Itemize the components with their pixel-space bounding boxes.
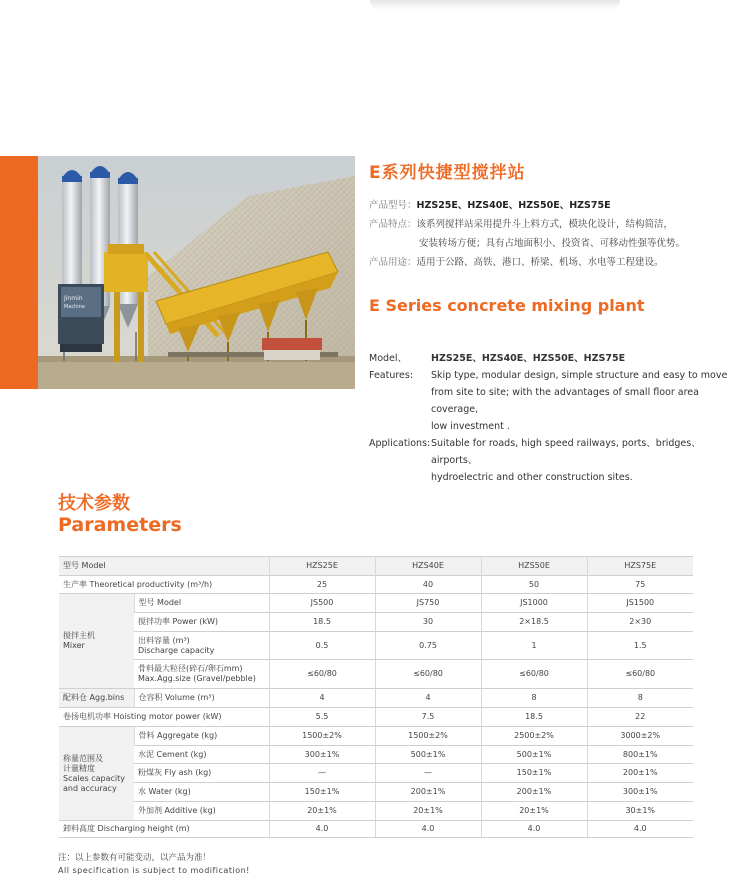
cell-fly-ash-4: 200±1% xyxy=(587,764,693,783)
cell-bins-1: 4 xyxy=(269,689,375,708)
model-label-en: Model、 xyxy=(369,353,408,364)
row-label-cement: 水泥 Cement (kg) xyxy=(134,746,269,764)
parameters-title-en: Parameters xyxy=(58,514,182,536)
row-label-water: 水 Water (kg) xyxy=(134,783,269,802)
applications-text-en-1: Suitable for roads, high speed railways, ports、bridges、airports、 xyxy=(431,438,701,466)
cell-water-2: 200±1% xyxy=(375,783,481,802)
cell-hoisting-4: 22 xyxy=(587,708,693,727)
model-row-en xyxy=(369,350,729,367)
cell-additive-4: 30±1% xyxy=(587,802,693,821)
cell-hoisting-2: 7.5 xyxy=(375,708,481,727)
group-label-scales-en-1: Scales capacity xyxy=(63,773,126,783)
table-row-bins xyxy=(59,689,693,708)
cell-bins-4: 8 xyxy=(587,689,693,708)
product-info-cn xyxy=(369,196,685,272)
plate-text-2: Machine xyxy=(64,304,85,310)
cell-mixer-power-1: 18.5 xyxy=(269,613,375,632)
features-row-cn xyxy=(369,215,685,234)
cell-discharge-capacity-3: 1 xyxy=(481,632,587,660)
discharge-capacity-cn: 出料容量 (m³) xyxy=(138,635,190,645)
row-label-bins-volume: 仓容积 Volume (m³) xyxy=(134,689,269,708)
product-info-en xyxy=(369,350,729,486)
cell-mixer-model-3: JS1000 xyxy=(481,594,587,613)
applications-row-en xyxy=(369,435,729,469)
cell-max-agg-size-3: ≤60/80 xyxy=(481,660,587,689)
cell-additive-3: 20±1% xyxy=(481,802,587,821)
product-title-cn: E系列快捷型搅拌站 xyxy=(369,163,526,183)
cell-mixer-model-2: JS750 xyxy=(375,594,481,613)
table-row-productivity xyxy=(59,576,693,594)
discharge-capacity-en: Discharge capacity xyxy=(138,645,215,655)
cell-bins-2: 4 xyxy=(375,689,481,708)
table-row-aggregate xyxy=(59,727,693,746)
row-label-discharge-capacity xyxy=(134,632,269,660)
features-label-en: Features: xyxy=(369,370,414,381)
model-values-en: HZS25E、HZS40E、HZS50E、HZS75E xyxy=(431,353,626,364)
applications-text-en-2: hydroelectric and other construction sites. xyxy=(431,472,633,483)
cell-mixer-power-4: 2×30 xyxy=(587,613,693,632)
table-row-discharge-capacity xyxy=(59,632,693,660)
table-row-discharge-height xyxy=(59,821,693,838)
max-agg-size-en: Max.Agg.size (Gravel/pebble) xyxy=(138,674,256,683)
cell-additive-1: 20±1% xyxy=(269,802,375,821)
accent-bar xyxy=(0,156,38,389)
cell-discharge-capacity-1: 0.5 xyxy=(269,632,375,660)
cell-max-agg-size-2: ≤60/80 xyxy=(375,660,481,689)
cell-discharge-height-1: 4.0 xyxy=(269,821,375,838)
table-row-mixer-power xyxy=(59,613,693,632)
cell-aggregate-3: 2500±2% xyxy=(481,727,587,746)
cell-discharge-height-4: 4.0 xyxy=(587,821,693,838)
row-label-max-agg-size xyxy=(134,660,269,689)
table-row-cement xyxy=(59,746,693,764)
features-row-en xyxy=(369,367,729,384)
table-row-additive xyxy=(59,802,693,821)
cell-cement-1: 300±1% xyxy=(269,746,375,764)
cell-water-1: 150±1% xyxy=(269,783,375,802)
row-label-discharge-height: 卸料高度 Discharging height (m) xyxy=(59,821,269,838)
features-text-cn-2: 安装转场方便；具有占地面积小、投资省、可移动性强等优势。 xyxy=(419,238,686,249)
cell-water-3: 200±1% xyxy=(481,783,587,802)
table-row-hoisting xyxy=(59,708,693,727)
product-photo xyxy=(38,156,355,389)
group-label-mixer-cn: 搅拌主机 xyxy=(63,631,95,640)
cell-bins-3: 8 xyxy=(481,689,587,708)
cell-model-4: HZS75E xyxy=(587,557,693,576)
group-label-scales xyxy=(59,727,134,821)
table-row-model xyxy=(59,557,693,576)
row-label-mixer-power: 搅拌功率 Power (kW) xyxy=(134,613,269,632)
features-row-cn-2 xyxy=(369,234,685,253)
group-label-mixer xyxy=(59,594,134,689)
table-row-max-agg-size xyxy=(59,660,693,689)
row-label-mixer-model: 型号 Model xyxy=(134,594,269,613)
cell-aggregate-1: 1500±2% xyxy=(269,727,375,746)
max-agg-size-cn: 骨料最大粒径(碎石/卵石mm) xyxy=(138,664,243,673)
parameters-title-cn: 技术参数 xyxy=(58,493,130,514)
plate-text-1: Jinmin xyxy=(64,295,83,302)
table-row-fly-ash xyxy=(59,764,693,783)
row-label-additive: 外加剂 Additive (kg) xyxy=(134,802,269,821)
cell-mixer-power-2: 30 xyxy=(375,613,481,632)
applications-row-cn xyxy=(369,253,685,272)
group-label-mixer-en: Mixer xyxy=(63,641,85,650)
cell-model-3: HZS50E xyxy=(481,557,587,576)
applications-label-cn: 产品用途： xyxy=(369,257,417,268)
row-label-hoisting: 卷扬电机功率 Hoisting motor power (kW) xyxy=(59,708,269,727)
cell-hoisting-1: 5.5 xyxy=(269,708,375,727)
features-text-en-3: low investment . xyxy=(431,421,510,432)
cell-max-agg-size-4: ≤60/80 xyxy=(587,660,693,689)
cell-mixer-model-4: JS1500 xyxy=(587,594,693,613)
cell-mixer-model-1: JS500 xyxy=(269,594,375,613)
cell-productivity-2: 40 xyxy=(375,576,481,594)
product-title-en: E Series concrete mixing plant xyxy=(369,296,645,315)
cell-cement-2: 500±1% xyxy=(375,746,481,764)
cell-fly-ash-1: — xyxy=(269,764,375,783)
cell-productivity-1: 25 xyxy=(269,576,375,594)
table-row-water xyxy=(59,783,693,802)
cell-discharge-capacity-2: 0.75 xyxy=(375,632,481,660)
cell-additive-2: 20±1% xyxy=(375,802,481,821)
cell-cement-4: 800±1% xyxy=(587,746,693,764)
cell-fly-ash-3: 150±1% xyxy=(481,764,587,783)
cell-discharge-height-2: 4.0 xyxy=(375,821,481,838)
applications-text-cn: 适用于公路、高铁、港口、桥梁、机场、水电等工程建设。 xyxy=(416,257,664,268)
model-values-cn: HZS25E、HZS40E、HZS50E、HZS75E xyxy=(416,200,611,211)
cell-fly-ash-2: — xyxy=(375,764,481,783)
row-label-model: 型号 Model xyxy=(59,557,269,576)
note-en: All specification is subject to modification! xyxy=(58,866,250,875)
cell-productivity-4: 75 xyxy=(587,576,693,594)
features-text-cn-1: 该系列搅拌站采用提升斗上料方式，模块化设计，结构简洁， xyxy=(416,219,674,230)
parameters-table xyxy=(59,556,693,838)
row-label-productivity: 生产率 Theoretical productivity (m³/h) xyxy=(59,576,269,594)
group-label-scales-cn-2: 计量精度 xyxy=(63,763,95,773)
cell-max-agg-size-1: ≤60/80 xyxy=(269,660,375,689)
group-label-bins: 配料仓 Agg.bins xyxy=(59,689,134,708)
row-label-fly-ash: 粉煤灰 Fly ash (kg) xyxy=(134,764,269,783)
cell-discharge-capacity-4: 1.5 xyxy=(587,632,693,660)
cell-water-4: 300±1% xyxy=(587,783,693,802)
cell-aggregate-4: 3000±2% xyxy=(587,727,693,746)
cell-productivity-3: 50 xyxy=(481,576,587,594)
features-text-en-1: Skip type, modular design, simple structure and easy to move xyxy=(431,370,728,381)
cell-hoisting-3: 18.5 xyxy=(481,708,587,727)
cell-cement-3: 500±1% xyxy=(481,746,587,764)
group-label-scales-en-2: and accuracy xyxy=(63,783,117,793)
cell-mixer-power-3: 2×18.5 xyxy=(481,613,587,632)
cell-model-2: HZS40E xyxy=(375,557,481,576)
features-text-en-2: from site to site; with the advantages of small floor area coverage, xyxy=(431,387,699,415)
cell-model-1: HZS25E xyxy=(269,557,375,576)
features-label-cn: 产品特点： xyxy=(369,219,417,230)
model-row-cn xyxy=(369,196,685,215)
table-row-mixer-model xyxy=(59,594,693,613)
cell-aggregate-2: 1500±2% xyxy=(375,727,481,746)
cell-discharge-height-3: 4.0 xyxy=(481,821,587,838)
applications-label-en: Applications: xyxy=(369,438,431,449)
note-cn: 注：以上参数有可能变动，以产品为准！ xyxy=(58,853,212,863)
model-label-cn: 产品型号： xyxy=(369,200,417,211)
top-shadow xyxy=(370,0,620,10)
group-label-scales-cn-1: 称量范围及 xyxy=(63,753,103,763)
row-label-aggregate: 骨料 Aggregate (kg) xyxy=(134,727,269,746)
